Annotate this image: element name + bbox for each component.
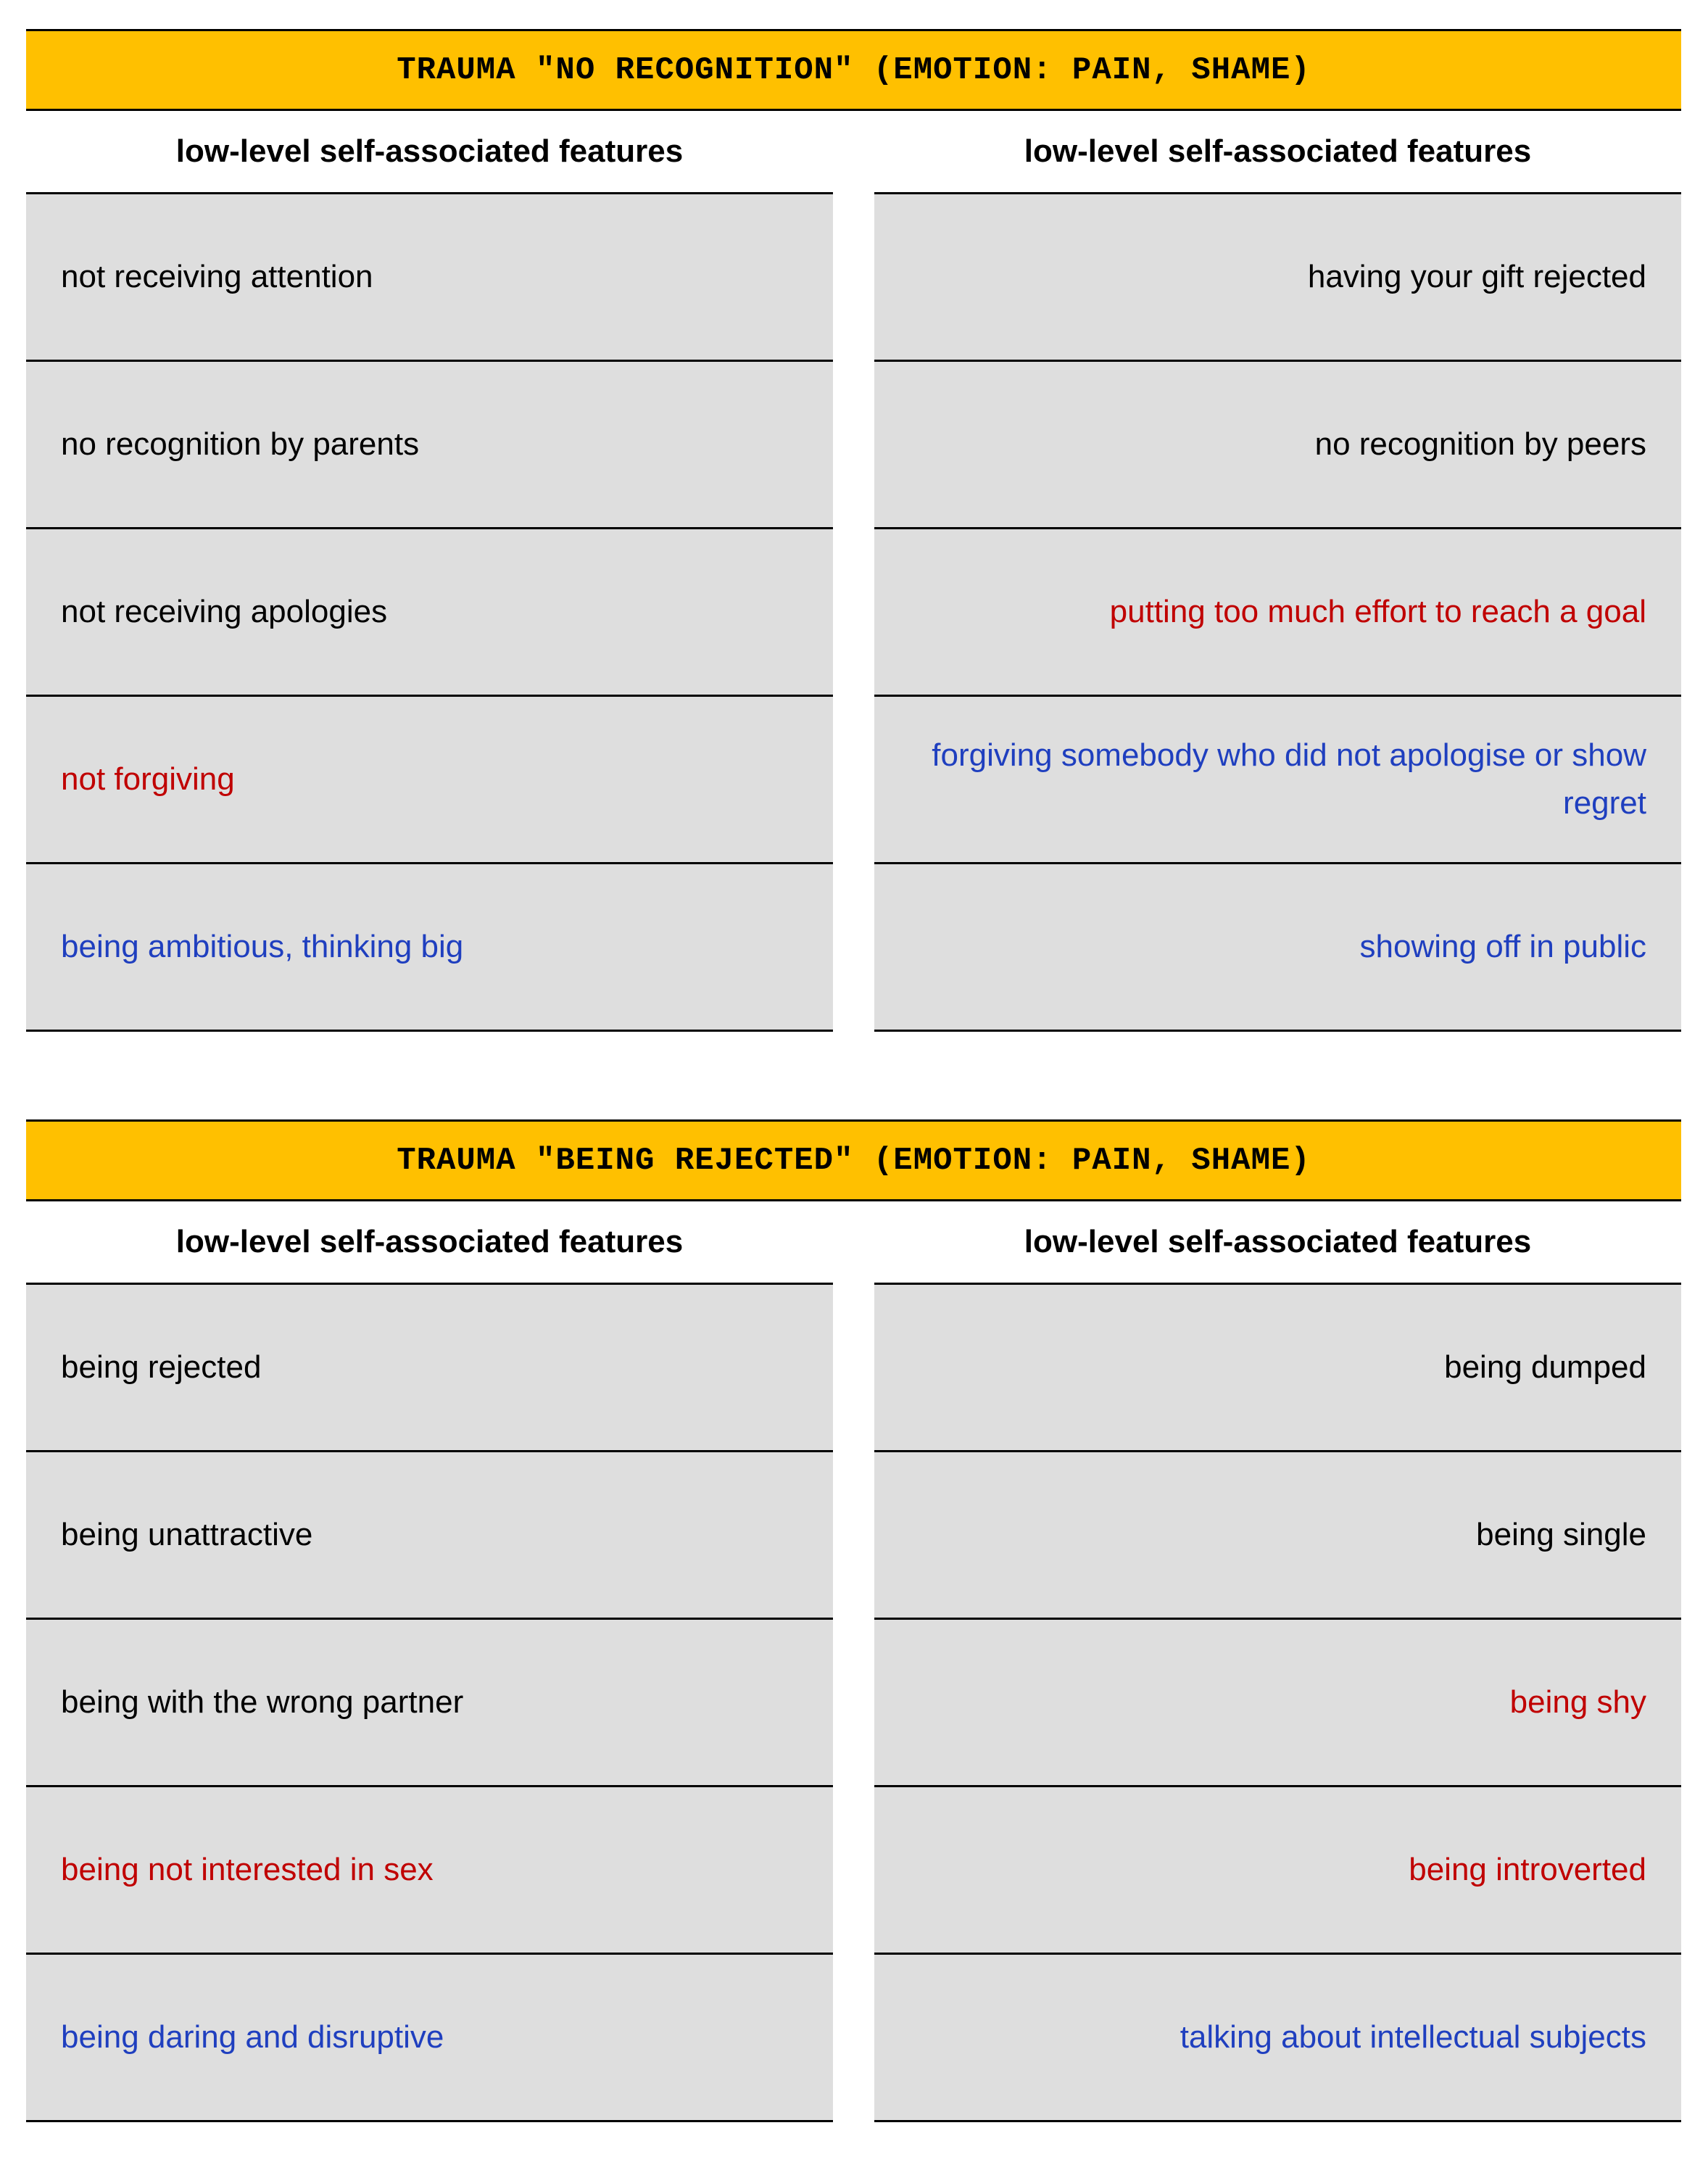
column-header: low-level self-associated features xyxy=(26,111,833,194)
feature-text: putting too much effort to reach a goal xyxy=(1109,594,1646,629)
left-column xyxy=(26,1201,833,2122)
feature-text: showing off in public xyxy=(1359,929,1646,964)
feature-cell xyxy=(874,529,1681,697)
feature-text: being introverted xyxy=(1409,1852,1646,1887)
feature-text: no recognition by peers xyxy=(1314,426,1646,462)
column-header: low-level self-associated features xyxy=(26,1201,833,1285)
feature-cell xyxy=(874,1285,1681,1452)
feature-cell xyxy=(874,1620,1681,1787)
feature-text: not receiving attention xyxy=(61,259,373,294)
feature-cell xyxy=(26,864,833,1032)
column-header: low-level self-associated features xyxy=(874,1201,1681,1285)
section-title: TRAUMA "BEING REJECTED" (EMOTION: PAIN, SHAME) xyxy=(26,1119,1681,1201)
feature-cell xyxy=(26,1285,833,1452)
feature-text: not forgiving xyxy=(61,761,235,797)
feature-cell xyxy=(874,1452,1681,1620)
feature-cell xyxy=(26,1787,833,1955)
feature-text: being dumped xyxy=(1444,1349,1646,1385)
feature-text: being with the wrong partner xyxy=(61,1684,464,1720)
section-title: TRAUMA "NO RECOGNITION" (EMOTION: PAIN, SHAME) xyxy=(26,29,1681,111)
left-column xyxy=(26,111,833,1032)
feature-text: talking about intellectual subjects xyxy=(1180,2019,1646,2055)
feature-text: forgiving somebody who did not apologise or show regret xyxy=(932,737,1646,821)
feature-text: being rejected xyxy=(61,1349,262,1385)
feature-cell xyxy=(26,362,833,529)
column-header: low-level self-associated features xyxy=(874,111,1681,194)
feature-text: no recognition by parents xyxy=(61,426,420,462)
feature-text: being single xyxy=(1476,1517,1646,1552)
feature-cell xyxy=(874,1787,1681,1955)
feature-cell xyxy=(26,1452,833,1620)
feature-cell xyxy=(26,1620,833,1787)
feature-cell xyxy=(874,362,1681,529)
feature-text: being ambitious, thinking big xyxy=(61,929,464,964)
feature-cell xyxy=(26,1955,833,2122)
feature-cell xyxy=(874,194,1681,362)
feature-cell xyxy=(874,1955,1681,2122)
feature-text: being daring and disruptive xyxy=(61,2019,444,2055)
feature-cell xyxy=(26,697,833,864)
feature-text: having your gift rejected xyxy=(1307,259,1646,294)
feature-cell xyxy=(26,194,833,362)
feature-text: being unattractive xyxy=(61,1517,313,1552)
right-column xyxy=(874,111,1681,1032)
feature-text: being shy xyxy=(1509,1684,1646,1720)
feature-cell xyxy=(874,864,1681,1032)
feature-columns xyxy=(26,111,1681,1032)
feature-cell xyxy=(26,529,833,697)
feature-cell xyxy=(874,697,1681,864)
right-column xyxy=(874,1201,1681,2122)
trauma-section-being-rejected xyxy=(26,1119,1681,2122)
trauma-section-no-recognition xyxy=(26,29,1681,1032)
feature-text: not receiving apologies xyxy=(61,594,388,629)
feature-text: being not interested in sex xyxy=(61,1852,434,1887)
feature-columns xyxy=(26,1201,1681,2122)
